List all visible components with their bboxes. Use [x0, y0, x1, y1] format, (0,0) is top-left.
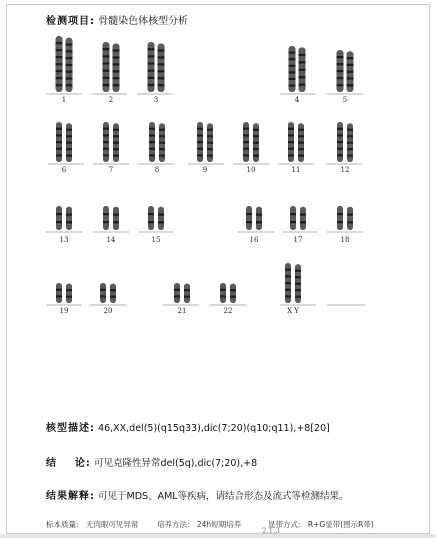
band [184, 296, 190, 298]
band [66, 296, 72, 298]
band [149, 141, 155, 143]
band [298, 135, 304, 137]
band [103, 55, 110, 57]
band [103, 70, 110, 72]
band [66, 289, 72, 291]
chromatid [113, 207, 119, 230]
chromosome-label: 17 [293, 236, 303, 244]
band [288, 154, 294, 156]
chromosome-pair-6 [48, 122, 84, 174]
band [56, 221, 62, 223]
band [253, 148, 259, 150]
band [243, 128, 249, 130]
chromosome-pair-12 [326, 122, 362, 174]
band [100, 295, 106, 297]
band [337, 221, 343, 223]
band [103, 48, 110, 50]
chromosome-label: 16 [249, 236, 259, 244]
conclusion-label: 结 论: [46, 458, 91, 469]
chromosome-pair-3 [137, 42, 173, 104]
band [56, 42, 63, 44]
band [347, 221, 353, 223]
test-item-value: 骨髓染色体核型分析 [98, 16, 189, 27]
band [174, 289, 180, 291]
chromosome-pair-1 [46, 36, 82, 104]
band [159, 148, 165, 150]
band [197, 148, 203, 150]
band [159, 135, 165, 137]
chromatid [174, 283, 180, 303]
band [149, 148, 155, 150]
band [347, 71, 354, 73]
band [149, 134, 155, 136]
band [347, 84, 354, 86]
band [207, 135, 213, 137]
band [243, 134, 249, 136]
interpretation-value: 可见于MDS、AML等疾病，请结合形态及流式等检测结果。 [98, 491, 349, 502]
band [113, 213, 119, 215]
band [56, 70, 63, 72]
chromatid [220, 283, 226, 303]
culture-method: 培养方法： 24h短期培养 [157, 520, 242, 529]
band [347, 148, 353, 150]
band [253, 155, 259, 157]
band [103, 141, 109, 143]
band [197, 154, 203, 156]
chromosome-label: 1 [61, 96, 67, 104]
band [285, 275, 291, 277]
band [56, 148, 62, 150]
band [207, 155, 213, 157]
band [295, 289, 301, 291]
chromatid [347, 207, 353, 230]
band [289, 78, 296, 80]
chromosome-label: 14 [106, 236, 116, 244]
band [230, 289, 236, 291]
band [197, 128, 203, 130]
band [148, 48, 155, 50]
band [66, 50, 73, 52]
band [113, 221, 119, 223]
band [347, 142, 353, 144]
band [66, 84, 73, 86]
band [113, 135, 119, 137]
band [148, 70, 155, 72]
band [347, 57, 354, 59]
band [103, 128, 109, 130]
chromosome-pair-15 [138, 206, 174, 244]
description-value: 46,XX,del(5)(q15q33),dic(7;20)(q10;q11),+8[20] [98, 423, 330, 434]
chromosome-pair-22 [210, 283, 246, 315]
band [295, 270, 301, 272]
band [158, 63, 165, 65]
band [149, 128, 155, 130]
chromatid [148, 206, 154, 230]
test-item-label: 检测项目: [46, 16, 95, 27]
band [288, 141, 294, 143]
band [66, 155, 72, 157]
band [285, 295, 291, 297]
band [295, 283, 301, 285]
band [347, 64, 354, 66]
chromosome-pair-10 [233, 122, 269, 174]
band [113, 148, 119, 150]
chromosome-pair-11 [278, 122, 314, 174]
band [289, 71, 296, 73]
band [56, 295, 62, 297]
band [148, 213, 154, 215]
karyotype-description [46, 419, 330, 434]
chromosome-pair-20 [90, 283, 126, 315]
banding-method: 显带方式： R+G显带(图示R带) [268, 520, 374, 529]
band [56, 84, 63, 86]
band [148, 62, 155, 64]
band [337, 213, 343, 215]
band [220, 295, 226, 297]
chromosome-label: 21 [177, 307, 187, 315]
chromosome-pair-5 [327, 50, 363, 104]
band [337, 77, 344, 79]
band [113, 129, 119, 131]
band [207, 148, 213, 150]
chromosome-label: 13 [59, 236, 69, 244]
band [159, 129, 165, 131]
band [253, 129, 259, 131]
band [103, 77, 110, 79]
band [337, 134, 343, 136]
band [66, 57, 73, 59]
band [337, 128, 343, 130]
band [289, 58, 296, 60]
band [113, 56, 120, 58]
chromosome-pair-18 [327, 206, 363, 244]
band [66, 77, 73, 79]
chromosome-label: 18 [340, 236, 350, 244]
band [300, 221, 306, 223]
chromosome-label: 7 [108, 166, 114, 174]
chromatid [66, 207, 72, 230]
chromosome-label: 4 [294, 96, 300, 104]
band [299, 76, 306, 78]
chromosome-pair-17 [282, 206, 318, 244]
band [197, 134, 203, 136]
band [285, 282, 291, 284]
band [149, 154, 155, 156]
band [337, 70, 344, 72]
band [66, 129, 72, 131]
band [100, 289, 106, 291]
band [66, 135, 72, 137]
band [256, 213, 262, 215]
band [56, 63, 63, 65]
band [337, 84, 344, 86]
chromosome-pair-8 [138, 122, 174, 174]
band [56, 141, 62, 143]
chromatid [290, 206, 296, 230]
band [113, 84, 120, 86]
band [295, 296, 301, 298]
interpretation-label: 结果解释: [46, 491, 95, 502]
band [113, 70, 120, 72]
band [289, 52, 296, 54]
band [158, 56, 165, 58]
band [230, 296, 236, 298]
band [103, 221, 109, 223]
band [148, 221, 154, 223]
chromatid [103, 206, 109, 230]
sample-quality: 标本质量： 无肉眼可见异常 [46, 520, 139, 529]
band [253, 135, 259, 137]
conclusion [46, 454, 257, 469]
band [347, 155, 353, 157]
band [288, 148, 294, 150]
chromosome-pair-4 [280, 46, 316, 104]
band [66, 221, 72, 223]
chromatid [184, 284, 190, 303]
band [56, 77, 63, 79]
chromosome-pair-9 [188, 122, 224, 174]
band [113, 49, 120, 51]
chromosome-pair-14 [93, 206, 129, 244]
scroll-edge [0, 534, 436, 538]
band [243, 148, 249, 150]
band [148, 77, 155, 79]
band [290, 221, 296, 223]
band [148, 55, 155, 57]
handwritten-annotation: 2.1.3 [262, 527, 280, 535]
chromatid [56, 283, 62, 303]
chromosome-label: X Y [287, 307, 299, 315]
band [56, 56, 63, 58]
chromatid [158, 207, 164, 230]
band [103, 148, 109, 150]
band [103, 213, 109, 215]
band [298, 142, 304, 144]
band [347, 77, 354, 79]
band [298, 155, 304, 157]
band [299, 61, 306, 63]
band [285, 269, 291, 271]
band [288, 128, 294, 130]
chromosome-label: 5 [342, 96, 348, 104]
band [66, 148, 72, 150]
band [289, 65, 296, 67]
chromatid [246, 206, 252, 230]
chromosome-label: 11 [291, 166, 301, 174]
interpretation [46, 487, 349, 502]
band [158, 213, 164, 215]
band [299, 84, 306, 86]
chromatid [56, 206, 62, 230]
band [66, 64, 73, 66]
band [253, 142, 259, 144]
band [113, 63, 120, 65]
band [285, 289, 291, 291]
band [299, 69, 306, 71]
chromosome-pair-21 [163, 283, 199, 315]
band [298, 148, 304, 150]
chromatid [110, 284, 116, 303]
chromatid [100, 283, 106, 303]
band [110, 296, 116, 298]
chromosome-label: 10 [246, 166, 256, 174]
band [256, 221, 262, 223]
band [299, 54, 306, 56]
chromosome-label: 15 [151, 236, 161, 244]
band [56, 134, 62, 136]
chromosome-pair-13 [46, 206, 82, 244]
band [103, 62, 110, 64]
band [103, 84, 110, 86]
chromatid [230, 284, 236, 303]
band [243, 141, 249, 143]
band [66, 71, 73, 73]
band [158, 70, 165, 72]
band [243, 154, 249, 156]
chromosome-label: 12 [340, 166, 350, 174]
band [66, 43, 73, 45]
chromosome-label: 22 [223, 307, 233, 315]
band [337, 154, 343, 156]
band [347, 135, 353, 137]
band [347, 213, 353, 215]
band [56, 154, 62, 156]
band [113, 142, 119, 144]
description-label: 核型描述: [46, 423, 95, 434]
band [103, 134, 109, 136]
chromosome-label: 9 [202, 166, 208, 174]
band [289, 84, 296, 86]
band [159, 155, 165, 157]
chromosome-pair-19 [46, 283, 82, 315]
band [158, 49, 165, 51]
band [174, 295, 180, 297]
chromatid [66, 284, 72, 303]
band [246, 213, 252, 215]
band [207, 142, 213, 144]
band [56, 213, 62, 215]
band [110, 289, 116, 291]
band [66, 213, 72, 215]
band [298, 129, 304, 131]
band [158, 221, 164, 223]
band [113, 155, 119, 157]
chromosome-pair-16 [238, 206, 274, 244]
band [148, 84, 155, 86]
band [347, 129, 353, 131]
chromosome-label: 3 [153, 96, 159, 104]
chromatid [256, 207, 262, 230]
chromatid [337, 206, 343, 230]
band [337, 141, 343, 143]
band [207, 129, 213, 131]
band [337, 56, 344, 58]
band [158, 77, 165, 79]
band [159, 142, 165, 144]
conclusion-value: 可见克隆性异常del(5q),dic(7;20),+8 [93, 458, 258, 469]
band [197, 141, 203, 143]
band [113, 77, 120, 79]
band [56, 289, 62, 291]
band [290, 213, 296, 215]
chromosome-label: 6 [61, 166, 67, 174]
chromosome-pair-7 [93, 122, 129, 174]
band [337, 63, 344, 65]
band [220, 289, 226, 291]
chromatid [300, 207, 306, 230]
band [288, 134, 294, 136]
band [56, 128, 62, 130]
chromosome-pair-2 [91, 42, 127, 104]
band [103, 154, 109, 156]
band [295, 276, 301, 278]
band [56, 49, 63, 51]
chromosome-label: 20 [103, 307, 113, 315]
chromosome-label: 19 [59, 307, 69, 315]
chromosome-label: 2 [108, 96, 114, 104]
band [246, 221, 252, 223]
band [300, 213, 306, 215]
band [66, 142, 72, 144]
chromosome-label: 8 [154, 166, 160, 174]
band [184, 289, 190, 291]
band [158, 84, 165, 86]
chromosome-pair-x [280, 263, 316, 315]
band [337, 148, 343, 150]
